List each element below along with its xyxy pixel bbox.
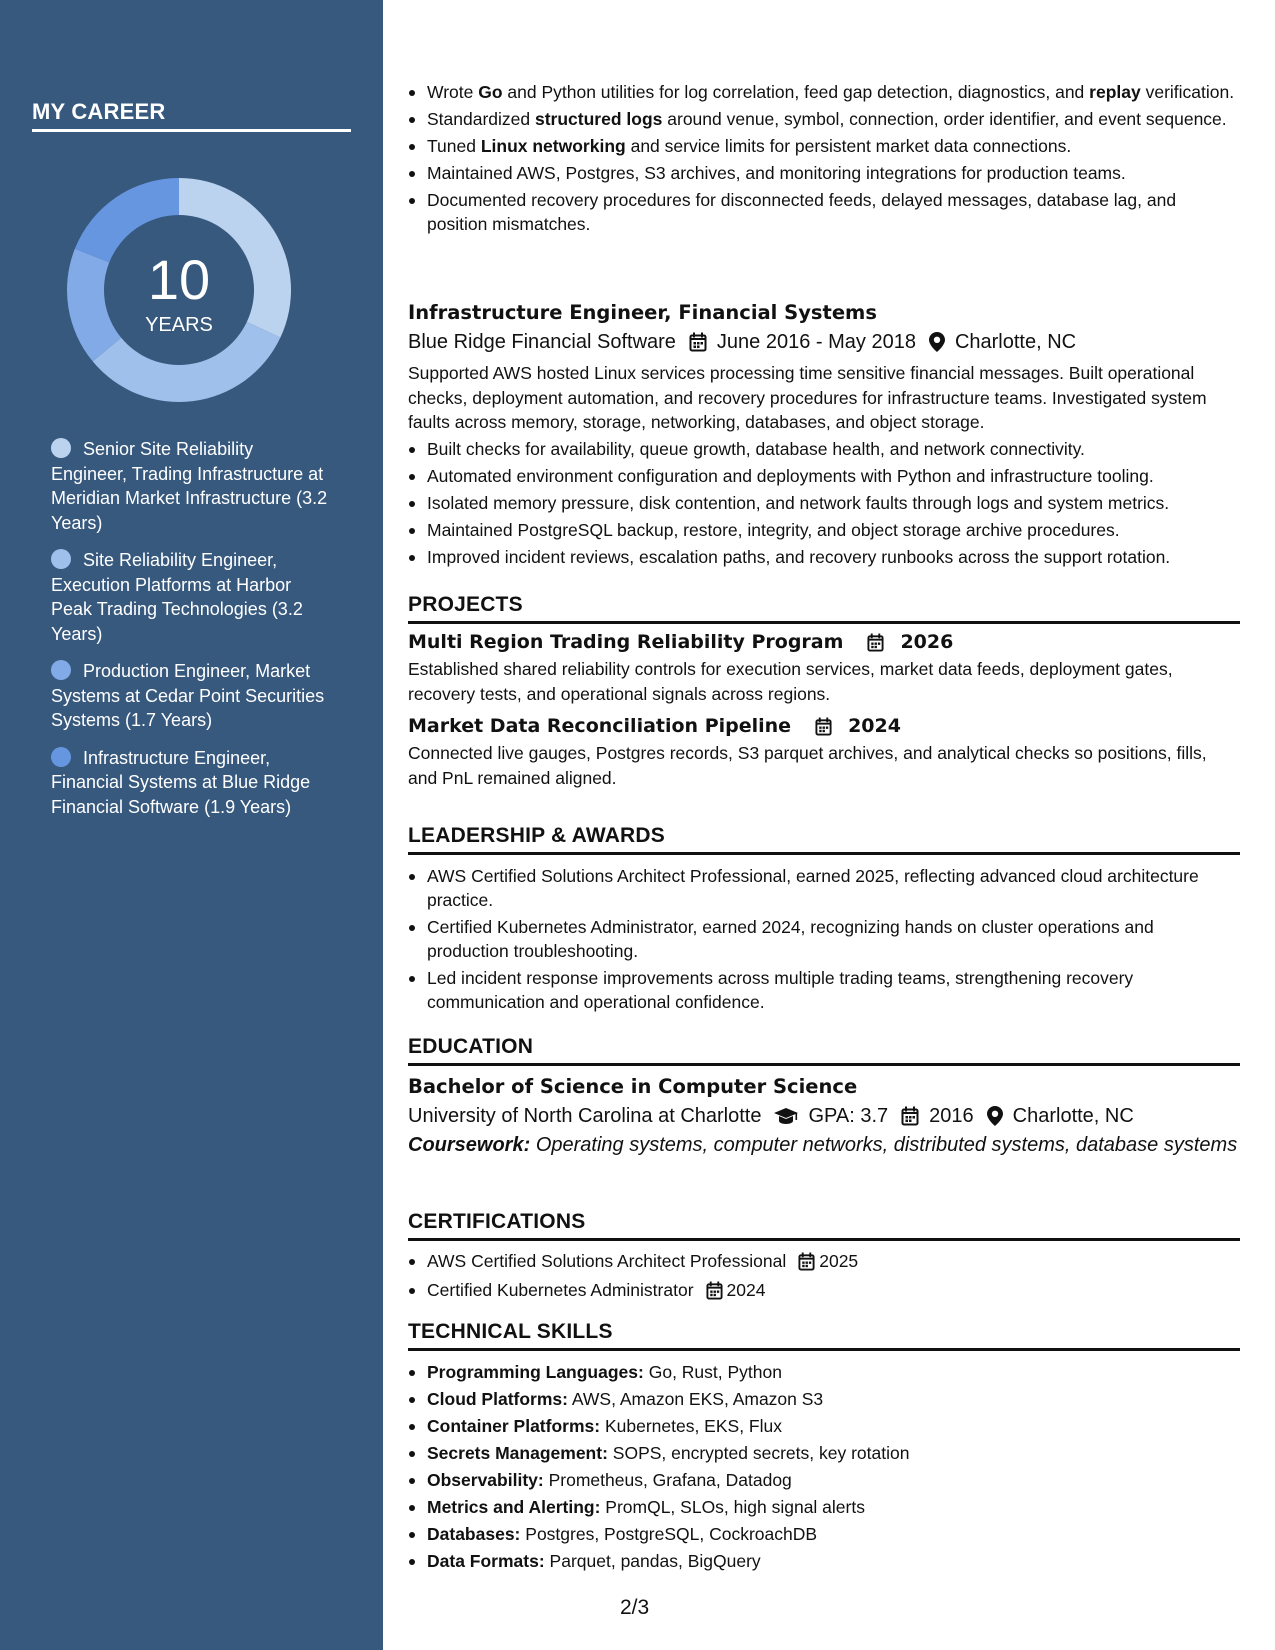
bullet-keyword: replay (1089, 82, 1141, 102)
bullet-text: Maintained AWS, Postgres, S3 archives, and monitoring integrations for production teams. (427, 163, 1126, 183)
leadership-section (408, 824, 1240, 1017)
bullet-text: around venue, symbol, connection, order identifier, and event sequence. (662, 109, 1227, 129)
bullet-item (408, 107, 1240, 131)
career-item (51, 746, 331, 820)
skill-value: AWS, Amazon EKS, Amazon S3 (571, 1389, 824, 1409)
bullet-item: Improved incident reviews, escalation paths, and recovery runbooks across the support rotation. (408, 545, 1240, 569)
calendar-icon-wrap (803, 717, 840, 736)
calendar-icon (689, 332, 707, 352)
bullet-text: Tuned (427, 136, 481, 156)
coursework-text: Operating systems, computer networks, distributed systems, database systems (535, 1134, 1238, 1156)
skill-item (408, 1495, 1240, 1519)
years-label: YEARS (145, 314, 213, 336)
education-section (408, 1035, 1240, 1158)
skills-title: TECHNICAL SKILLS (408, 1320, 1240, 1351)
career-heading: MY CAREER (32, 99, 166, 124)
skill-value: Parquet, pandas, BigQuery (549, 1551, 761, 1571)
certifications-section (408, 1210, 1240, 1307)
legend-dot (51, 660, 71, 680)
projects-title: PROJECTS (408, 593, 1240, 624)
calendar-icon (815, 717, 832, 736)
project-title (408, 715, 1240, 737)
bullet-text: and service limits for persistent market data connections. (625, 136, 1072, 156)
calendar-icon (798, 1252, 815, 1271)
skill-value: Prometheus, Grafana, Datadog (548, 1470, 792, 1490)
bullet-item (408, 80, 1240, 104)
project-item (408, 631, 1240, 706)
donut-segment-3 (67, 249, 121, 362)
career-item (51, 659, 331, 733)
job-meta (408, 328, 1240, 356)
skill-item (408, 1549, 1240, 1573)
award-item: Led incident response improvements across multiple trading teams, strengthening recovery communication and operational confidence. (408, 966, 1240, 1014)
calendar-icon (706, 1281, 723, 1300)
project-year: 2024 (848, 715, 901, 737)
skill-value: PromQL, SLOs, high signal alerts (605, 1497, 865, 1517)
job-entry (408, 301, 1240, 572)
legend-dot (51, 549, 71, 569)
bullet-item (408, 134, 1240, 158)
career-item-text: Infrastructure Engineer, Financial Systems at Blue Ridge Financial Software (1.9 Years) (51, 747, 311, 817)
projects-list (408, 631, 1240, 790)
skill-item (408, 1441, 1240, 1465)
bullet-item: Maintained PostgreSQL backup, restore, integrity, and object storage archive procedures. (408, 518, 1240, 542)
project-desc: Established shared reliability controls for execution services, market data feeds, deployment gates, recovery tests, and operational signals across regions. (408, 659, 1173, 704)
graduation-cap-icon (773, 1107, 799, 1125)
career-heading-rule (32, 129, 351, 132)
job-bullets (408, 437, 1240, 569)
skill-value: Kubernetes, EKS, Flux (604, 1416, 782, 1436)
location-pin-icon (929, 332, 945, 352)
job-summary: Supported AWS hosted Linux services processing time sensitive financial messages. Built operational checks, deployment automation, and recovery procedures for infrastructure teams. Investigated system faults across memory, storage, networking, databases, and object storage. (408, 363, 1207, 432)
page-number: 2/3 (620, 1596, 650, 1619)
skill-item (408, 1360, 1240, 1384)
leadership-title: LEADERSHIP & AWARDS (408, 824, 1240, 855)
certification-item (408, 1249, 1240, 1273)
job-dates: June 2016 - May 2018 (716, 331, 916, 353)
projects-section (408, 593, 1240, 790)
education-meta (408, 1102, 1240, 1130)
job-title: Infrastructure Engineer, Financial Systems (408, 301, 877, 324)
skills-section (408, 1320, 1240, 1576)
project-desc: Connected live gauges, Postgres records, S3 parquet archives, and analytical checks so positions, fills, and PnL remained aligned. (408, 743, 1207, 788)
skill-value: Postgres, PostgreSQL, CockroachDB (525, 1524, 818, 1544)
award-item: Certified Kubernetes Administrator, earned 2024, recognizing hands on cluster operations and production troubleshooting. (408, 915, 1240, 963)
career-list (51, 437, 331, 832)
skill-label: Secrets Management: (427, 1443, 608, 1463)
project-item (408, 715, 1240, 790)
bullet-keyword: structured logs (535, 109, 663, 129)
certification-item (408, 1278, 1240, 1302)
calendar-icon (867, 633, 884, 652)
skill-label: Databases: (427, 1524, 521, 1544)
skill-label: Cloud Platforms: (427, 1389, 568, 1409)
calendar-icon-wrap (855, 633, 892, 652)
gpa: GPA: 3.7 (808, 1105, 889, 1127)
bullet-item: Isolated memory pressure, disk contention, and network faults through logs and system metrics. (408, 491, 1240, 515)
certification-year: 2025 (819, 1251, 859, 1271)
certification-name: Certified Kubernetes Administrator (427, 1280, 694, 1300)
skill-item (408, 1414, 1240, 1438)
coursework (408, 1133, 1240, 1158)
bullet-keyword: Go (478, 82, 503, 102)
bullet-keyword: Linux networking (480, 136, 626, 156)
total-years-value: 10 (147, 248, 211, 311)
skill-label: Data Formats: (427, 1551, 545, 1571)
career-item (51, 548, 331, 646)
bullet-item: Built checks for availability, queue growth, database health, and network connectivity. (408, 437, 1240, 461)
career-years-donut (66, 177, 292, 403)
certification-year: 2024 (726, 1280, 766, 1300)
certifications-title: CERTIFICATIONS (408, 1210, 1240, 1241)
school-name: University of North Carolina at Charlotte (408, 1105, 762, 1127)
education-title: EDUCATION (408, 1035, 1240, 1066)
coursework-label: Coursework: (408, 1134, 531, 1156)
skill-label: Observability: (427, 1470, 544, 1490)
certification-name: AWS Certified Solutions Architect Professional (427, 1251, 787, 1271)
skill-value: Go, Rust, Python (648, 1362, 782, 1382)
project-name: Multi Region Trading Reliability Program (408, 631, 844, 653)
career-item-text: Senior Site Reliability Engineer, Trading Infrastructure at Meridian Market Infrastructure (3.2 Years) (51, 439, 328, 533)
skill-item (408, 1522, 1240, 1546)
certification-date (798, 1249, 858, 1273)
bullet-text: and Python utilities for log correlation, feed gap detection, diagnostics, and (502, 82, 1090, 102)
career-item (51, 437, 331, 535)
bullet-text: Standardized (427, 109, 535, 129)
legend-dot (51, 747, 71, 767)
bullet-text: Wrote (427, 82, 479, 102)
certification-date (706, 1278, 766, 1302)
skill-value: SOPS, encrypted secrets, key rotation (612, 1443, 910, 1463)
graduation-year: 2016 (929, 1105, 974, 1127)
career-item-text: Production Engineer, Market Systems at Cedar Point Securities Systems (1.7 Years) (51, 661, 325, 730)
degree-title: Bachelor of Science in Computer Science (408, 1075, 858, 1098)
job-location: Charlotte, NC (954, 331, 1077, 353)
bullet-text: verification. (1140, 82, 1235, 102)
leadership-list (408, 864, 1240, 1014)
project-year: 2026 (900, 631, 954, 653)
calendar-icon (901, 1106, 919, 1126)
skill-item (408, 1468, 1240, 1492)
location-pin-icon (987, 1106, 1003, 1126)
legend-dot (51, 438, 71, 458)
bullet-text: Documented recovery procedures for disconnected feeds, delayed messages, database lag, and position mismatches. (427, 190, 1177, 234)
certifications-list (408, 1249, 1240, 1302)
sidebar (0, 0, 383, 1650)
experience-bullets (408, 80, 1240, 236)
project-name: Market Data Reconciliation Pipeline (408, 715, 792, 737)
award-item: AWS Certified Solutions Architect Professional, earned 2025, reflecting advanced cloud architecture practice. (408, 864, 1240, 912)
skill-label: Programming Languages: (427, 1362, 644, 1382)
project-title (408, 631, 1240, 653)
bullet-item: Automated environment configuration and deployments with Python and infrastructure tooling. (408, 464, 1240, 488)
skills-list (408, 1360, 1240, 1573)
skill-label: Container Platforms: (427, 1416, 601, 1436)
bullet-item (408, 188, 1240, 236)
bullet-item (408, 161, 1240, 185)
career-item-text: Site Reliability Engineer, Execution Platforms at Harbor Peak Trading Technologies (3.2 Years) (51, 550, 303, 644)
experience-continued (408, 80, 1240, 239)
school-location: Charlotte, NC (1012, 1105, 1134, 1127)
skill-item (408, 1387, 1240, 1411)
skill-label: Metrics and Alerting: (427, 1497, 601, 1517)
job-company: Blue Ridge Financial Software (408, 331, 676, 353)
